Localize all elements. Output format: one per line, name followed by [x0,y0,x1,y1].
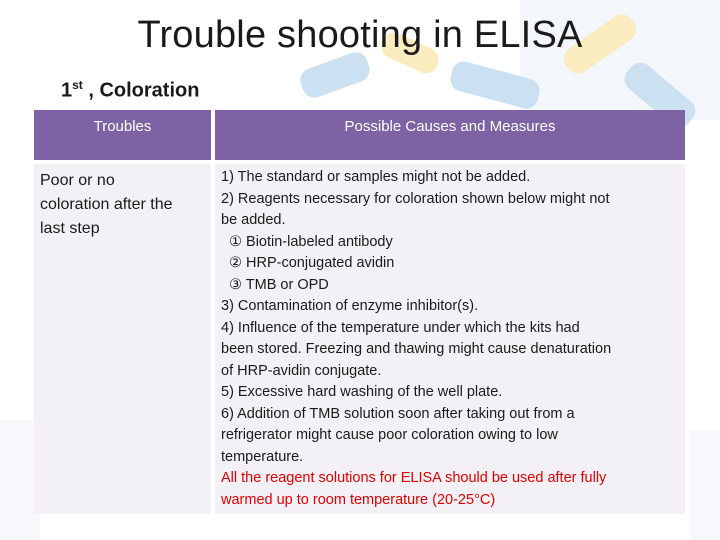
cause-line: of HRP-avidin conjugate. [221,362,382,379]
cause-line: 2) Reagents necessary for coloration shown below might not [221,190,610,207]
cause-line: ② HRP-conjugated avidin [229,255,395,271]
cause-line: 3) Contamination of enzyme inhibitor(s). [221,298,479,314]
cause-line: 4) Influence of the temperature under which the kits had [221,319,580,336]
trouble-cell [34,164,211,514]
cause-line: ① Biotin-labeled antibody [229,233,393,250]
note-line: All the reagent solutions for ELISA should be used after fully [221,470,607,486]
cause-line: been stored. Freezing and thawing might cause denaturation [221,341,612,357]
subtitle-superscript: st [72,78,83,92]
header-troubles: Troubles [34,110,211,160]
cause-line: 5) Excessive hard washing of the well plate. [221,384,503,400]
note-line: warmed up to room temperature (20-25°C) [221,491,496,508]
cause-line: temperature. [221,448,304,465]
trouble-line: coloration after the [40,196,173,213]
causes-cell [215,164,685,514]
trouble-line: Poor or no [40,172,115,189]
subtitle-number: 1 [61,79,73,102]
subtitle-text: , Coloration [82,79,200,102]
cause-line: 1) The standard or samples might not be added. [221,169,531,185]
cause-line: 6) Addition of TMB solution soon after taking out from a [221,405,575,422]
header-causes-measures: Possible Causes and Measures [215,110,685,160]
page-title: Trouble shooting in ELISA [137,14,583,56]
cause-line: ③ TMB or OPD [229,276,329,293]
cause-line: refrigerator might cause poor coloration owing to low [221,427,558,443]
troubleshooting-table [34,110,685,514]
trouble-line: last step [40,220,100,237]
section-subtitle [61,78,199,103]
cause-line: be added. [221,212,286,228]
